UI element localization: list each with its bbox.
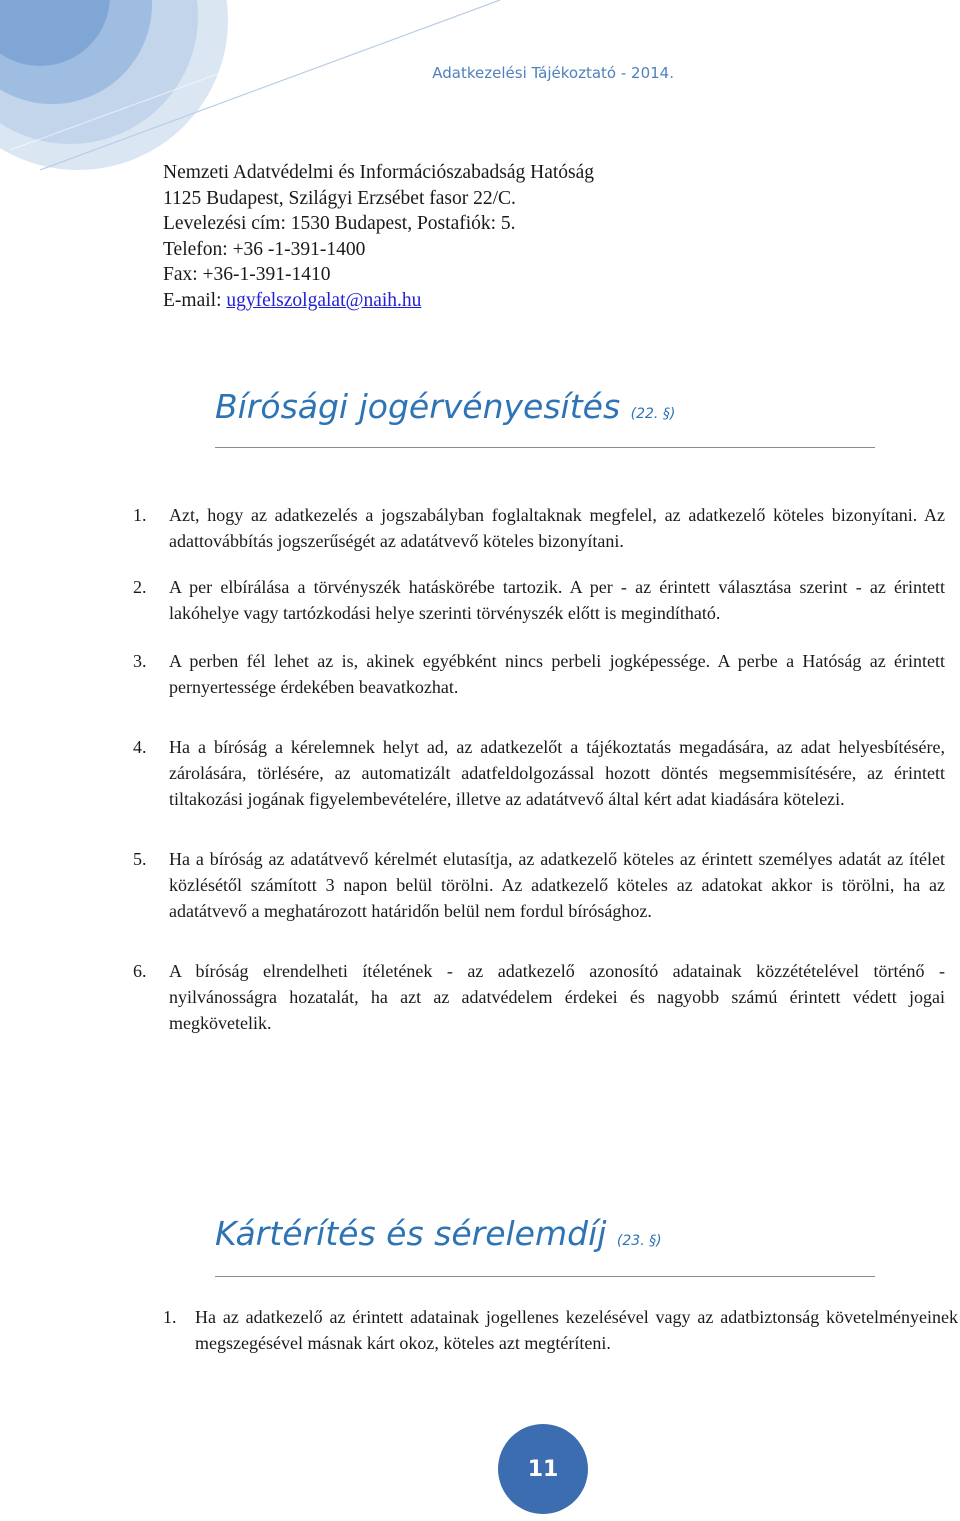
- item-text: Ha az adatkezelő az érintett adatainak jogellenes kezelésével vagy az adatbiztonság követelményeinek megszegésével másnak kárt okoz, köteles azt megtéríteni.: [195, 1307, 958, 1353]
- judicial-list: [133, 502, 945, 1036]
- item-number: 5.: [133, 849, 147, 869]
- running-header: Adatkezelési Tájékoztató - 2014.: [432, 64, 674, 82]
- item-number: 1.: [163, 1307, 177, 1327]
- damages-list: [163, 1304, 958, 1356]
- contact-address: 1125 Budapest, Szilágyi Erzsébet fasor 22/C.: [163, 187, 516, 209]
- list-item: [133, 648, 945, 700]
- list-item: [133, 502, 945, 554]
- list-item: [163, 1304, 958, 1356]
- item-number: 2.: [133, 577, 147, 597]
- item-text: A per elbírálása a törvényszék hatáskörébe tartozik. A per - az érintett választása szerint - az érintett lakóhelye vagy tartózkodási helye szerinti törvényszék előtt is megindítható.: [169, 577, 945, 623]
- item-text: Ha a bíróság az adatátvevő kérelmét elutasítja, az adatkezelő köteles az érintett személyes adatát az ítélet közlésétől számított 3 napon belül törölni. Az adatkezelő köteles az adatokat akkor is törölni, ha az adatátvevő a meghatározott határidőn belül nem fordul bírósághoz.: [169, 849, 945, 921]
- item-number: 6.: [133, 961, 147, 981]
- contact-email-label: E-mail:: [163, 289, 227, 311]
- item-text: Azt, hogy az adatkezelés a jogszabályban foglaltaknak megfelel, az adatkezelő köteles bizonyítani. Az adattovábbítás jogszerűségét az adatátvevő köteles bizonyítani.: [169, 505, 945, 551]
- item-number: 3.: [133, 651, 147, 671]
- section-ref: (22. §): [630, 406, 676, 422]
- contact-phone: Telefon: +36 -1-391-1400: [163, 238, 366, 260]
- item-number: 1.: [133, 505, 147, 525]
- contact-fax: Fax: +36-1-391-1410: [163, 264, 331, 285]
- item-number: 4.: [133, 737, 147, 757]
- list-item: [133, 958, 945, 1036]
- section-title: Kártérítés és sérelemdíj: [215, 1214, 607, 1253]
- item-text: Ha a bíróság a kérelemnek helyt ad, az adatkezelőt a tájékoztatás megadására, az adat helyesbítésére, zárolására, törlésére, az automatizált adatfeldolgozással hozott döntés megsemmisítésére, az érintett tiltakozási jogának figyelembevételére, illetve az adatátvevő által kért adat kiadására kötelezi.: [169, 737, 945, 809]
- contact-email-line: [163, 288, 594, 314]
- email-link[interactable]: ugyfelszolgalat@naih.hu: [226, 289, 422, 311]
- corner-decoration: [0, 0, 520, 170]
- heading-rule: [215, 1276, 875, 1277]
- section-heading-damages: [215, 1214, 662, 1253]
- list-item: [133, 734, 945, 812]
- heading-rule: [215, 447, 875, 448]
- contact-org: Nemzeti Adatvédelmi és Információszabadság Hatóság: [163, 162, 595, 183]
- section-heading-judicial: [215, 387, 675, 426]
- section-ref: (23. §): [616, 1233, 662, 1249]
- item-text: A bíróság elrendelheti ítéletének - az adatkezelő azonosító adatainak közzétételével történő - nyilvánosságra hozatalát, ha azt az adatvédelem érdekei és nagyobb számú érintett védett jogai megkövetelik.: [169, 961, 945, 1033]
- list-item: [133, 574, 945, 626]
- page-number-badge: 11: [498, 1424, 588, 1514]
- section-title: Bírósági jogérvényesítés: [215, 387, 621, 426]
- contact-postal: Levelezési cím: 1530 Budapest, Postafiók: 5.: [163, 213, 516, 234]
- contact-block: [163, 160, 594, 313]
- list-item: [133, 846, 945, 924]
- item-text: A perben fél lehet az is, akinek egyébként nincs perbeli jogképessége. A perbe a Hatóság az érintett pernyertessége érdekében beavatkozhat.: [169, 651, 945, 697]
